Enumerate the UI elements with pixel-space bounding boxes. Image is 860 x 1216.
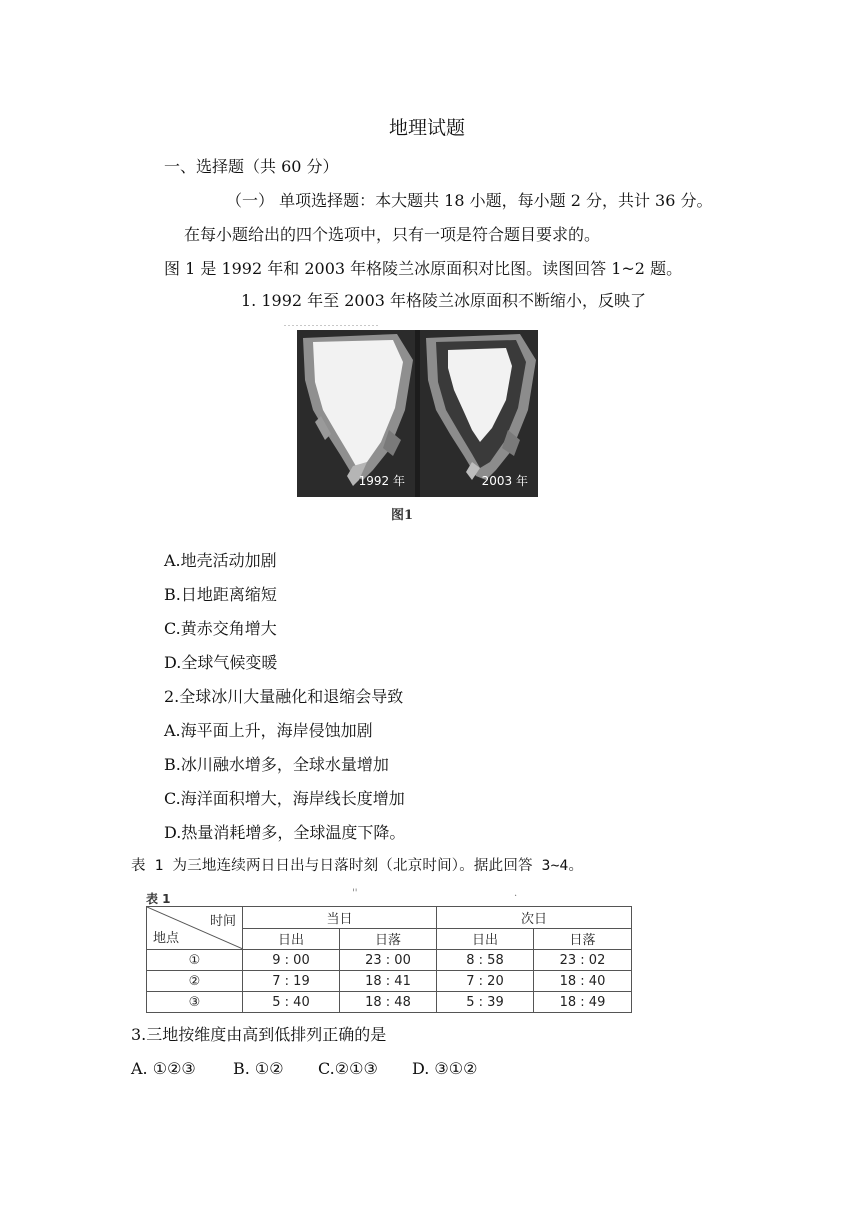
q3-option-c: C.②①③: [318, 1059, 378, 1078]
table-label: 表 1: [146, 892, 171, 906]
place-cell: ①: [147, 950, 243, 971]
scan-speck: '': [352, 888, 358, 899]
q3-option-d: D. ③①②: [412, 1059, 478, 1078]
q2-option-b: B.冰川融水增多，全球水量增加: [164, 755, 389, 774]
year-label-right: 2003 年: [481, 474, 528, 488]
time-cell: 18 : 40: [534, 971, 632, 992]
table-intro-text: 表 1 为三地连续两日日出与日落时刻（北京时间）。据此回答 3~4。: [131, 858, 584, 874]
time-cell: 8 : 58: [437, 950, 534, 971]
table-row: [147, 971, 632, 992]
q1-option-a: A.地壳活动加剧: [164, 551, 277, 570]
year-label-left: 1992 年: [358, 474, 405, 488]
group-header-today: 当日: [243, 907, 437, 929]
place-cell: ②: [147, 971, 243, 992]
subheader-sunset: 日落: [534, 928, 632, 950]
time-cell: 5 : 39: [437, 992, 534, 1013]
time-cell: 7 : 19: [243, 971, 340, 992]
figure-intro-text: 图 1 是 1992 年和 2003 年格陵兰冰原面积对比图。读图回答 1~2 题。: [164, 259, 683, 278]
time-cell: 18 : 49: [534, 992, 632, 1013]
figure-caption: 图1: [391, 508, 414, 523]
scan-speck: .: [514, 888, 518, 899]
time-cell: 23 : 00: [340, 950, 437, 971]
time-cell: 18 : 48: [340, 992, 437, 1013]
q3-option-a: A. ①②③: [131, 1059, 196, 1078]
time-cell: 18 : 41: [340, 971, 437, 992]
table-corner-cell: [147, 907, 243, 950]
q3-option-b: B. ①②: [233, 1059, 284, 1078]
q1-option-d: D.全球气候变暖: [164, 653, 278, 672]
subheader-sunrise: 日出: [243, 928, 340, 950]
map-panel-1992: [297, 330, 415, 497]
time-cell: 5 : 40: [243, 992, 340, 1013]
table-row: [147, 950, 632, 971]
cropped-text-fragment: ……………………: [283, 316, 379, 326]
page-title: 地理试题: [389, 117, 466, 139]
q2-option-c: C.海洋面积增大，海岸线长度增加: [164, 789, 405, 808]
q2-option-a: A.海平面上升，海岸侵蚀加剧: [164, 721, 373, 740]
corner-header-time: 时间: [209, 914, 236, 929]
time-cell: 23 : 02: [534, 950, 632, 971]
group-header-next-day: 次日: [437, 907, 632, 929]
sub-section-heading: （一） 单项选择题：本大题共 18 小题，每小题 2 分，共计 36 分。: [226, 191, 713, 210]
time-cell: 7 : 20: [437, 971, 534, 992]
question-1-stem: 1. 1992 年至 2003 年格陵兰冰原面积不断缩小，反映了: [241, 291, 647, 310]
q2-option-d: D.热量消耗增多，全球温度下降。: [164, 823, 406, 842]
subheader-sunrise: 日出: [437, 928, 534, 950]
table-row: [147, 992, 632, 1013]
corner-header-place: 地点: [153, 931, 180, 946]
q1-option-c: C.黄赤交角增大: [164, 619, 277, 638]
q1-option-b: B.日地距离缩短: [164, 585, 277, 604]
section-heading: 一、选择题（共 60 分）: [164, 157, 339, 176]
subheader-sunset: 日落: [340, 928, 437, 950]
map-panel-2003: [420, 330, 538, 497]
question-3-stem: 3.三地按维度由高到低排列正确的是: [131, 1025, 387, 1044]
time-cell: 9 : 00: [243, 950, 340, 971]
sunrise-sunset-table: [146, 906, 632, 1013]
question-2-stem: 2.全球冰川大量融化和退缩会导致: [164, 687, 404, 706]
place-cell: ③: [147, 992, 243, 1013]
greenland-ice-figure: [297, 330, 538, 497]
instruction-text: 在每小题给出的四个选项中，只有一项是符合题目要求的。: [184, 225, 601, 244]
